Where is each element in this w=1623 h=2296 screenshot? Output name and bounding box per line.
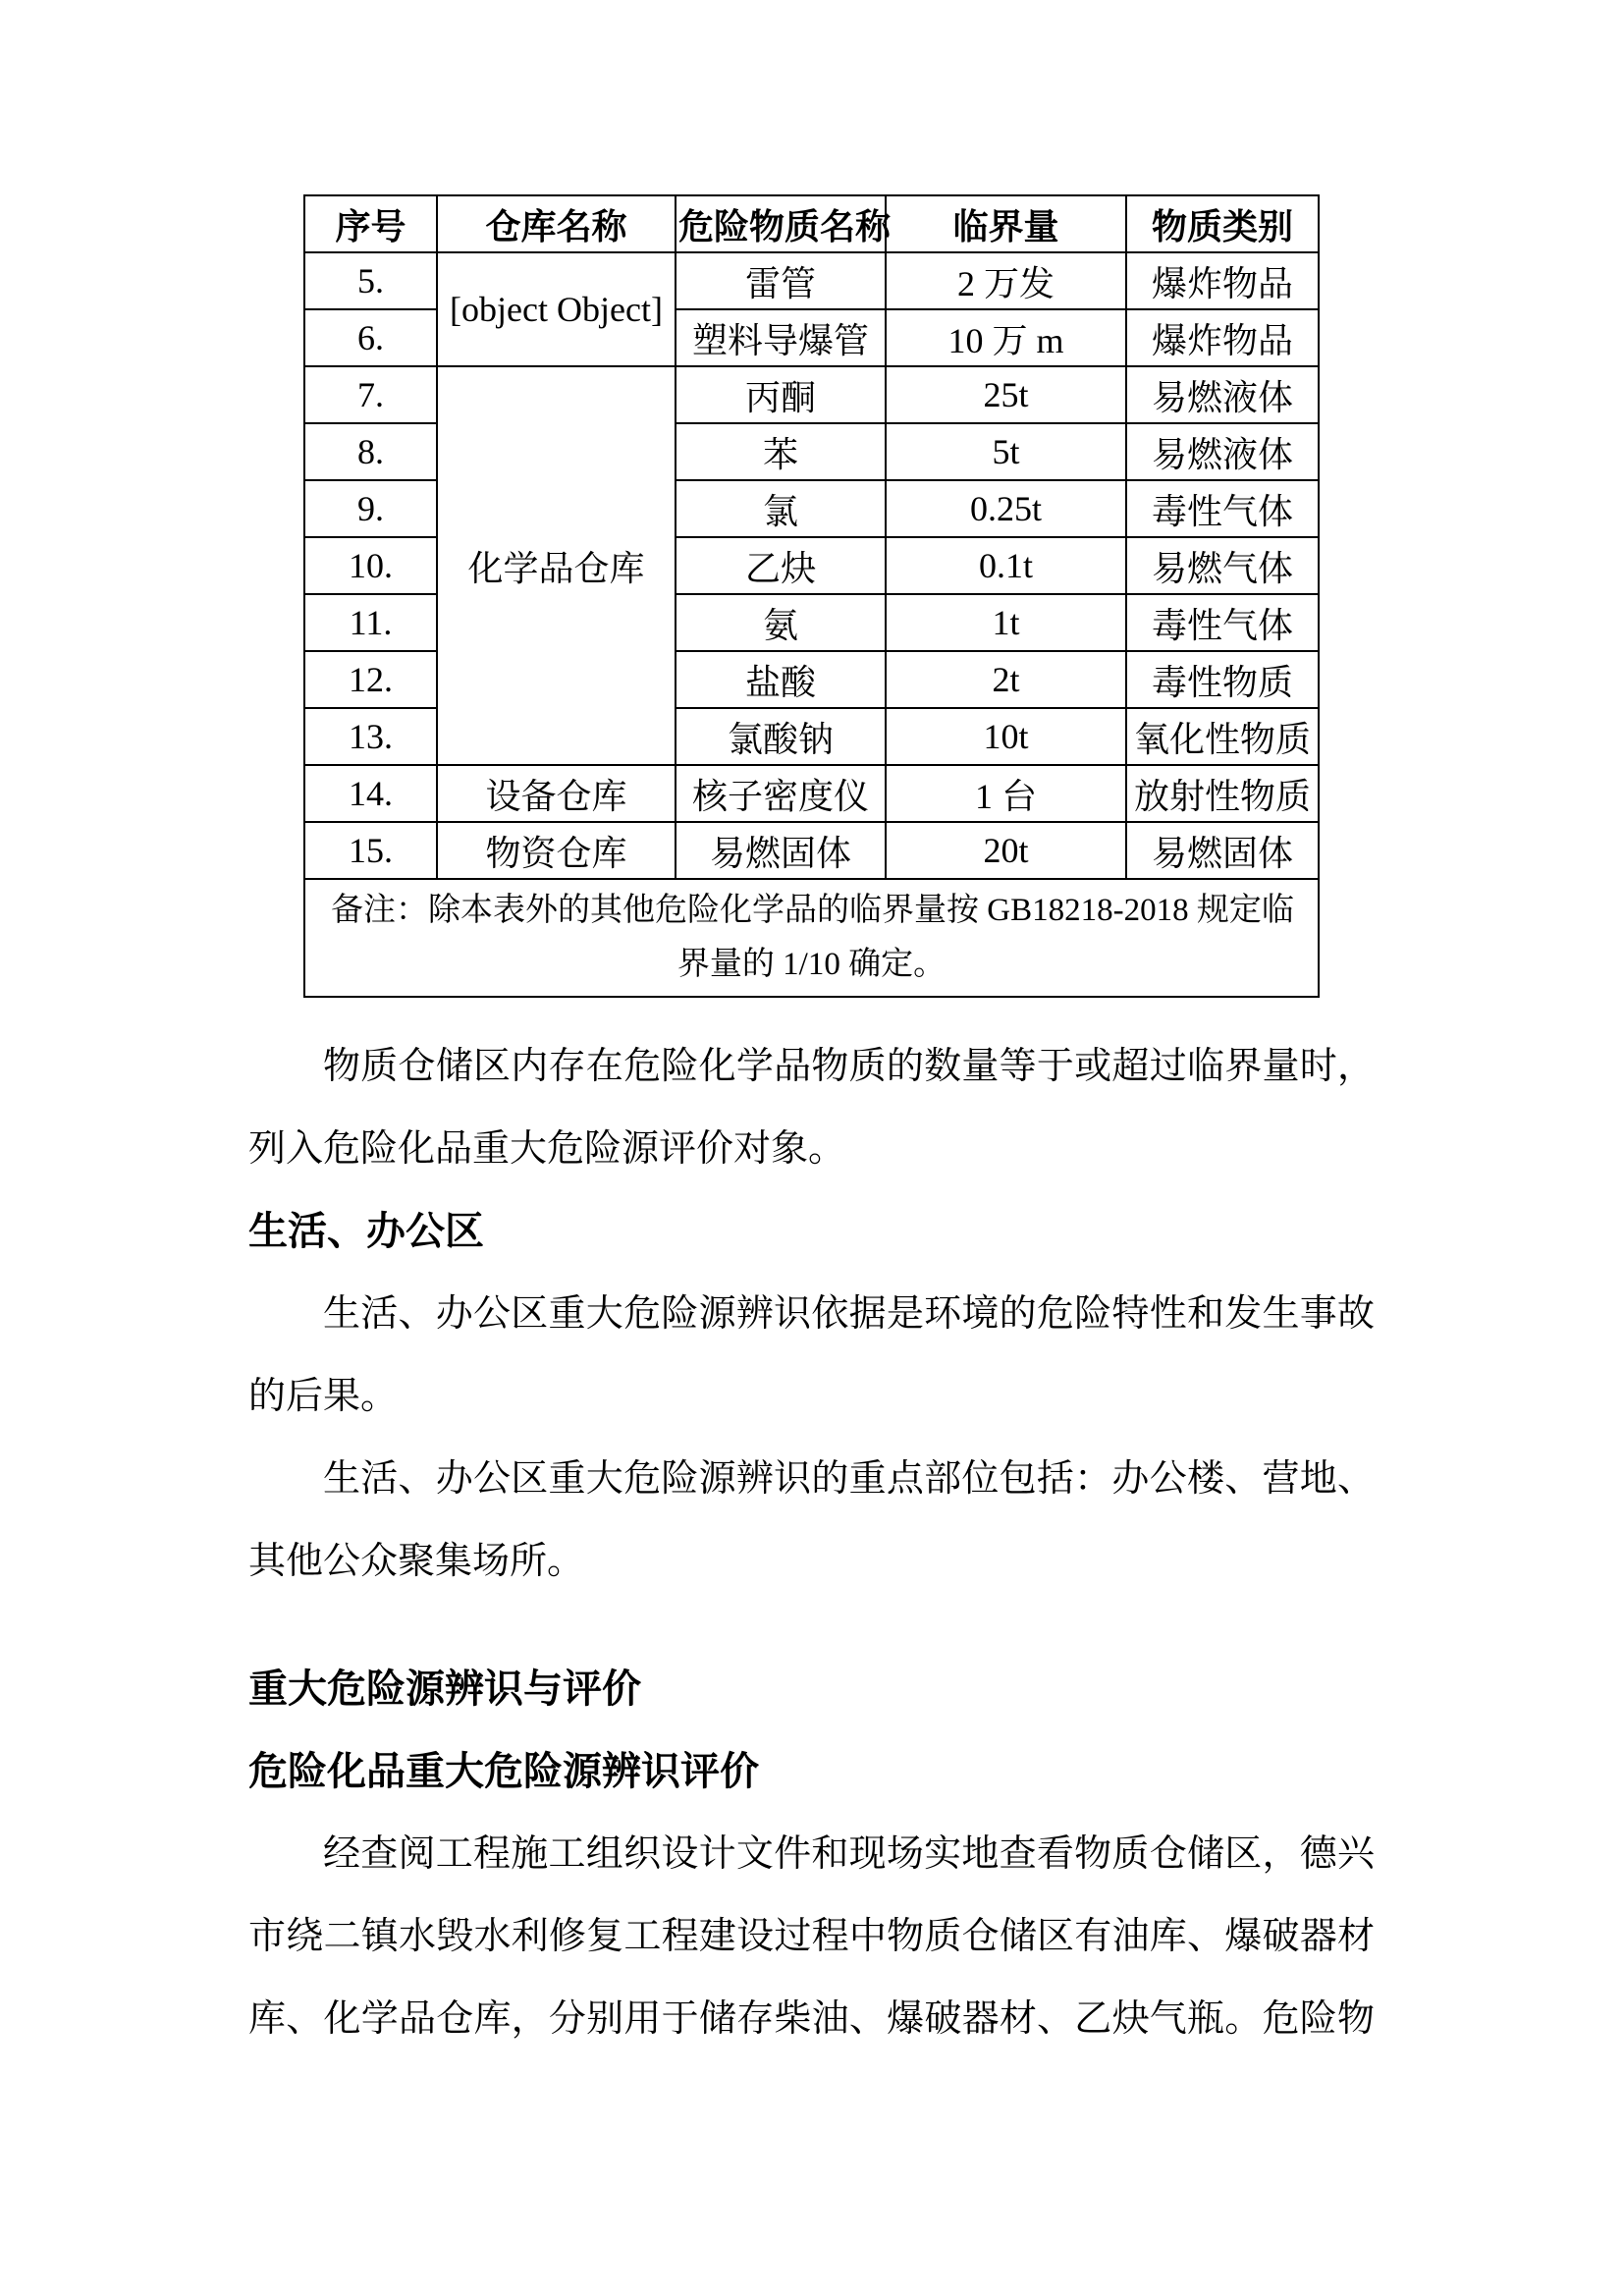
substance-name: 乙炔 bbox=[676, 537, 886, 594]
substance-name: 氨 bbox=[676, 594, 886, 651]
threshold-value: 2 万发 bbox=[886, 252, 1126, 309]
paragraph-line: 列入危险化品重大危险源评价对象。 bbox=[248, 1128, 846, 1170]
category-name: 易燃液体 bbox=[1126, 366, 1319, 423]
section-heading: 生活、办公区 bbox=[248, 1209, 484, 1253]
threshold-value: 10 万 m bbox=[886, 309, 1126, 366]
substance-name: 盐酸 bbox=[676, 651, 886, 708]
substance-name: 核子密度仪 bbox=[676, 765, 886, 822]
category-name: 爆炸物品 bbox=[1126, 309, 1319, 366]
threshold-value: 2t bbox=[886, 651, 1126, 708]
category-name: 氧化性物质 bbox=[1126, 708, 1319, 765]
category-name: 易燃液体 bbox=[1126, 423, 1319, 480]
paragraph-line: 物质仓储区内存在危险化学品物质的数量等于或超过临界量时， bbox=[323, 1046, 1375, 1087]
row-number: 13. bbox=[304, 708, 437, 765]
threshold-value: 1 台 bbox=[886, 765, 1126, 822]
row-number: 5. bbox=[304, 252, 437, 309]
category-name: 易燃气体 bbox=[1126, 537, 1319, 594]
row-number: 10. bbox=[304, 537, 437, 594]
threshold-value: 10t bbox=[886, 708, 1126, 765]
warehouse-name: 物资仓库 bbox=[437, 822, 676, 879]
row-number: 7. bbox=[304, 366, 437, 423]
substance-name: 易燃固体 bbox=[676, 822, 886, 879]
body-text bbox=[248, 1025, 1375, 2060]
section-heading: 重大危险源辨识与评价 bbox=[248, 1667, 641, 1711]
substance-name: 塑料导爆管 bbox=[676, 309, 886, 366]
substance-name: 雷管 bbox=[676, 252, 886, 309]
category-name: 毒性物质 bbox=[1126, 651, 1319, 708]
substance-name: 丙酮 bbox=[676, 366, 886, 423]
threshold-value: 0.25t bbox=[886, 480, 1126, 537]
remark-text-line1: 备注：除本表外的其他危险化学品的临界量按 GB18218-2018 规定临 bbox=[331, 893, 1294, 928]
col-header-category: 物质类别 bbox=[1126, 195, 1319, 252]
row-number: 9. bbox=[304, 480, 437, 537]
threshold-value: 1t bbox=[886, 594, 1126, 651]
row-number: 11. bbox=[304, 594, 437, 651]
paragraph-line: 的后果。 bbox=[248, 1376, 399, 1417]
remark-cell bbox=[304, 879, 1319, 997]
row-number: 12. bbox=[304, 651, 437, 708]
substance-name: 苯 bbox=[676, 423, 886, 480]
col-header-warehouse: 仓库名称 bbox=[437, 195, 676, 252]
col-header-seq: 序号 bbox=[304, 195, 437, 252]
section-heading: 危险化品重大危险源辨识评价 bbox=[248, 1749, 759, 1793]
table-row bbox=[304, 366, 1319, 423]
row-number: 14. bbox=[304, 765, 437, 822]
category-name: 毒性气体 bbox=[1126, 480, 1319, 537]
paragraph-line: 经查阅工程施工组织设计文件和现场实地查看物质仓储区，德兴 bbox=[323, 1833, 1375, 1875]
remark-text-line2: 界量的 1/10 确定。 bbox=[676, 947, 947, 982]
category-name: 爆炸物品 bbox=[1126, 252, 1319, 309]
col-header-substance: 危险物质名称 bbox=[676, 195, 886, 252]
category-name: 毒性气体 bbox=[1126, 594, 1319, 651]
table-row bbox=[304, 765, 1319, 822]
threshold-value: 0.1t bbox=[886, 537, 1126, 594]
hazard-materials-table bbox=[303, 194, 1320, 998]
paragraph-line: 库、化学品仓库，分别用于储存柴油、爆破器材、乙炔气瓶。危险物 bbox=[248, 1998, 1375, 2040]
threshold-value: 5t bbox=[886, 423, 1126, 480]
substance-name: 氯酸钠 bbox=[676, 708, 886, 765]
category-name: 易燃固体 bbox=[1126, 822, 1319, 879]
warehouse-name: 化学品仓库 bbox=[437, 366, 676, 765]
table-remark-row bbox=[304, 879, 1319, 997]
table-row bbox=[304, 822, 1319, 879]
table-row bbox=[304, 252, 1319, 309]
warehouse-name: 设备仓库 bbox=[437, 765, 676, 822]
category-name: 放射性物质 bbox=[1126, 765, 1319, 822]
threshold-value: 25t bbox=[886, 366, 1126, 423]
paragraph-line: 生活、办公区重大危险源辨识的重点部位包括：办公楼、营地、 bbox=[323, 1458, 1375, 1500]
substance-name: 氯 bbox=[676, 480, 886, 537]
threshold-value: 20t bbox=[886, 822, 1126, 879]
warehouse-name: [object Object] bbox=[437, 252, 676, 366]
paragraph-line: 生活、办公区重大危险源辨识依据是环境的危险特性和发生事故 bbox=[323, 1293, 1375, 1335]
paragraph-line: 市绕二镇水毁水利修复工程建设过程中物质仓储区有油库、爆破器材 bbox=[248, 1916, 1375, 1957]
table-header-row bbox=[304, 195, 1319, 252]
paragraph-line: 其他公众聚集场所。 bbox=[248, 1541, 585, 1582]
row-number: 6. bbox=[304, 309, 437, 366]
col-header-threshold: 临界量 bbox=[886, 195, 1126, 252]
row-number: 8. bbox=[304, 423, 437, 480]
row-number: 15. bbox=[304, 822, 437, 879]
